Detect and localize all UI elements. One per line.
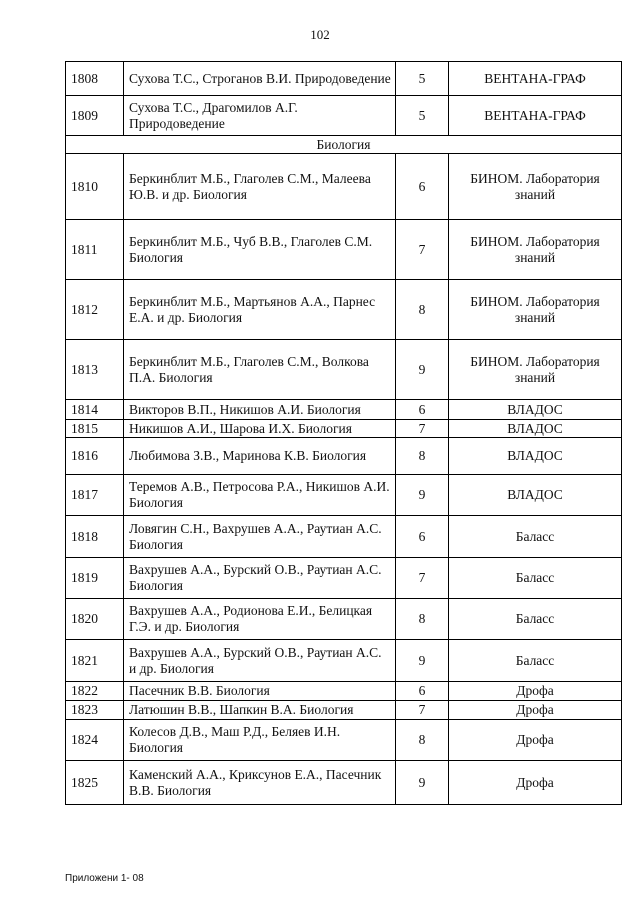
row-class: 9 bbox=[396, 340, 449, 400]
table-row bbox=[66, 340, 622, 400]
row-authors-title: Сухова Т.С., Строганов В.И. Природоведение bbox=[124, 62, 396, 96]
row-number: 1820 bbox=[66, 599, 124, 640]
row-publisher: БИНОМ. Лаборатория знаний bbox=[449, 340, 622, 400]
textbook-table bbox=[65, 61, 622, 805]
row-authors-title: Пасечник В.В. Биология bbox=[124, 682, 396, 701]
table-row bbox=[66, 62, 622, 96]
table-row bbox=[66, 720, 622, 761]
table-row bbox=[66, 516, 622, 558]
row-class: 7 bbox=[396, 420, 449, 438]
row-authors-title: Латюшин В.В., Шапкин В.А. Биология bbox=[124, 701, 396, 720]
row-publisher: ВЛАДОС bbox=[449, 400, 622, 420]
row-authors-title: Каменский А.А., Криксунов Е.А., Пасечник В.В. Биология bbox=[124, 761, 396, 805]
row-publisher: Дрофа bbox=[449, 761, 622, 805]
row-publisher: ВЕНТАНА-ГРАФ bbox=[449, 62, 622, 96]
textbook-table-container bbox=[65, 61, 621, 805]
table-row bbox=[66, 701, 622, 720]
row-number: 1812 bbox=[66, 280, 124, 340]
table-row bbox=[66, 558, 622, 599]
row-number: 1819 bbox=[66, 558, 124, 599]
table-row bbox=[66, 475, 622, 516]
row-authors-title: Беркинблит М.Б., Мартьянов А.А., Парнес Е.А. и др. Биология bbox=[124, 280, 396, 340]
row-class: 6 bbox=[396, 682, 449, 701]
row-number: 1815 bbox=[66, 420, 124, 438]
row-class: 6 bbox=[396, 400, 449, 420]
row-number: 1821 bbox=[66, 640, 124, 682]
row-number: 1809 bbox=[66, 96, 124, 136]
row-class: 9 bbox=[396, 475, 449, 516]
row-class: 7 bbox=[396, 220, 449, 280]
row-authors-title: Вахрушев А.А., Родионова Е.И., Белицкая Г.Э. и др. Биология bbox=[124, 599, 396, 640]
row-number: 1808 bbox=[66, 62, 124, 96]
row-number: 1822 bbox=[66, 682, 124, 701]
row-number: 1810 bbox=[66, 154, 124, 220]
row-publisher: Баласс bbox=[449, 640, 622, 682]
row-number: 1814 bbox=[66, 400, 124, 420]
row-class: 5 bbox=[396, 96, 449, 136]
row-authors-title: Ловягин С.Н., Вахрушев А.А., Раутиан А.С. Биология bbox=[124, 516, 396, 558]
row-publisher: ВЛАДОС bbox=[449, 438, 622, 475]
row-authors-title: Беркинблит М.Б., Чуб В.В., Глаголев С.М. Биология bbox=[124, 220, 396, 280]
row-class: 9 bbox=[396, 761, 449, 805]
table-row bbox=[66, 220, 622, 280]
row-authors-title: Вахрушев А.А., Бурский О.В., Раутиан А.С. и др. Биология bbox=[124, 640, 396, 682]
row-publisher: БИНОМ. Лаборатория знаний bbox=[449, 220, 622, 280]
row-publisher: Баласс bbox=[449, 558, 622, 599]
row-publisher: ВЕНТАНА-ГРАФ bbox=[449, 96, 622, 136]
row-authors-title: Викторов В.П., Никишов А.И. Биология bbox=[124, 400, 396, 420]
table-row bbox=[66, 761, 622, 805]
row-class: 9 bbox=[396, 640, 449, 682]
row-class: 8 bbox=[396, 599, 449, 640]
row-class: 8 bbox=[396, 438, 449, 475]
row-class: 6 bbox=[396, 516, 449, 558]
table-row bbox=[66, 438, 622, 475]
row-publisher: ВЛАДОС bbox=[449, 420, 622, 438]
table-row bbox=[66, 599, 622, 640]
footer-note: Приложени 1- 08 bbox=[65, 873, 144, 884]
row-class: 8 bbox=[396, 720, 449, 761]
row-authors-title: Колесов Д.В., Маш Р.Д., Беляев И.Н. Биология bbox=[124, 720, 396, 761]
row-number: 1825 bbox=[66, 761, 124, 805]
row-publisher: Дрофа bbox=[449, 682, 622, 701]
table-row bbox=[66, 280, 622, 340]
row-class: 7 bbox=[396, 558, 449, 599]
row-number: 1813 bbox=[66, 340, 124, 400]
row-publisher: Дрофа bbox=[449, 701, 622, 720]
section-title: Биология bbox=[66, 136, 622, 154]
row-publisher: Баласс bbox=[449, 516, 622, 558]
row-number: 1824 bbox=[66, 720, 124, 761]
row-publisher: ВЛАДОС bbox=[449, 475, 622, 516]
table-row bbox=[66, 154, 622, 220]
row-authors-title: Любимова З.В., Маринова К.В. Биология bbox=[124, 438, 396, 475]
row-number: 1823 bbox=[66, 701, 124, 720]
row-number: 1816 bbox=[66, 438, 124, 475]
row-authors-title: Сухова Т.С., Драгомилов А.Г. Природоведение bbox=[124, 96, 396, 136]
row-authors-title: Беркинблит М.Б., Глаголев С.М., Малеева Ю.В. и др. Биология bbox=[124, 154, 396, 220]
row-authors-title: Никишов А.И., Шарова И.Х. Биология bbox=[124, 420, 396, 438]
table-row bbox=[66, 640, 622, 682]
row-class: 8 bbox=[396, 280, 449, 340]
table-row bbox=[66, 96, 622, 136]
row-publisher: Баласс bbox=[449, 599, 622, 640]
row-publisher: БИНОМ. Лаборатория знаний bbox=[449, 154, 622, 220]
section-header-row bbox=[66, 136, 622, 154]
row-class: 7 bbox=[396, 701, 449, 720]
row-number: 1811 bbox=[66, 220, 124, 280]
row-number: 1818 bbox=[66, 516, 124, 558]
row-number: 1817 bbox=[66, 475, 124, 516]
textbook-table-body bbox=[66, 62, 622, 805]
table-row bbox=[66, 682, 622, 701]
table-row bbox=[66, 420, 622, 438]
row-publisher: Дрофа bbox=[449, 720, 622, 761]
row-class: 6 bbox=[396, 154, 449, 220]
row-publisher: БИНОМ. Лаборатория знаний bbox=[449, 280, 622, 340]
row-class: 5 bbox=[396, 62, 449, 96]
page-number: 102 bbox=[310, 27, 330, 42]
row-authors-title: Вахрушев А.А., Бурский О.В., Раутиан А.С. Биология bbox=[124, 558, 396, 599]
row-authors-title: Беркинблит М.Б., Глаголев С.М., Волкова П.А. Биология bbox=[124, 340, 396, 400]
row-authors-title: Теремов А.В., Петросова Р.А., Никишов А.И. Биология bbox=[124, 475, 396, 516]
table-row bbox=[66, 400, 622, 420]
